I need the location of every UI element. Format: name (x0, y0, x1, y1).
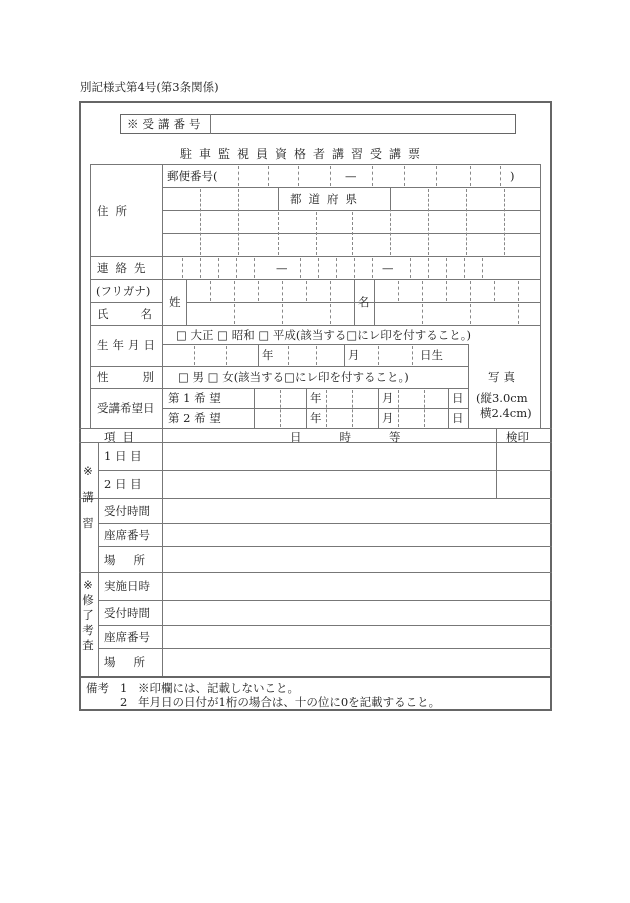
furigana-label: (フリガナ) (96, 284, 151, 298)
sex-options[interactable]: □ 男 □ 女(該当する□にレ印を付すること。) (178, 370, 409, 384)
pref1-year-unit: 年 (310, 391, 322, 405)
course-row-day2: 2 日 目 (104, 477, 142, 491)
notes-label: 備考 (86, 681, 109, 695)
note-1-number: 1 (120, 681, 128, 695)
note-2-number: 2 (120, 695, 128, 709)
col-header-item: 項目 (104, 430, 141, 444)
first-preference-label: 第 1 希 望 (168, 391, 221, 405)
second-preference-label: 第 2 希 望 (168, 411, 221, 425)
exam-row-reception: 受付時間 (104, 606, 150, 620)
pref2-day-unit: 日 (452, 411, 464, 425)
pref2-month-unit: 月 (382, 411, 394, 425)
given-name-label: 名 (358, 295, 370, 309)
postal-dash: — (345, 169, 357, 183)
photo-size-width: 横2.4cm) (480, 406, 532, 420)
col-header-seal: 検印 (506, 430, 529, 444)
course-row-place: 場所 (104, 553, 163, 567)
sex-label: 性別 (97, 370, 188, 384)
birth-year-unit: 年 (262, 348, 274, 362)
note-1-text: ※印欄には、記載しないこと。 (138, 681, 299, 695)
photo-label: 写真 (488, 370, 519, 384)
exam-number-label: ※受講番号 (127, 117, 205, 131)
photo-size-height: (縦3.0cm (476, 391, 528, 405)
birth-day-unit: 日生 (420, 348, 443, 362)
course-row-reception: 受付時間 (104, 504, 150, 518)
exam-row-seat: 座席番号 (104, 630, 150, 644)
contact-dash-2: — (382, 261, 394, 275)
exam-row-datetime: 実施日時 (104, 579, 150, 593)
postal-suffix: ) (510, 169, 515, 183)
course-group-label: ※ 講 習 (82, 464, 94, 530)
pref2-year-unit: 年 (310, 411, 322, 425)
preferred-date-label: 受講希望日 (97, 401, 155, 415)
prefecture-label: 都道府県 (290, 192, 364, 206)
course-row-day1: 1 日 目 (104, 449, 142, 463)
course-row-seat: 座席番号 (104, 528, 150, 542)
name-label: 氏名 (97, 307, 184, 321)
exam-group-label: ※ 修 了 考 査 (82, 578, 94, 652)
address-municipality-field[interactable] (166, 192, 276, 206)
exam-row-place: 場所 (104, 655, 163, 669)
birth-month-unit: 月 (348, 348, 360, 362)
pref1-month-unit: 月 (382, 391, 394, 405)
address-label: 住所 (97, 204, 134, 218)
col-header-datetime: 日時等 (290, 430, 439, 444)
postal-prefix: 郵便番号( (167, 169, 218, 183)
exam-number-field[interactable] (216, 117, 511, 131)
address-line-field[interactable] (166, 214, 536, 228)
contact-label: 連絡先 (97, 261, 153, 275)
contact-dash-1: — (276, 261, 288, 275)
note-2-text: 年月日の日付が1桁の場合は、十の位に0を記載すること。 (138, 695, 441, 709)
address-line-field-2[interactable] (166, 237, 536, 251)
surname-label: 姓 (169, 295, 181, 309)
pref1-day-unit: 日 (452, 391, 464, 405)
birthdate-label: 生年月日 (97, 338, 159, 352)
page-title: 駐車監視員資格者講習受講票 (180, 147, 428, 161)
era-options[interactable]: □ 大正 □ 昭和 □ 平成(該当する□にレ印を付すること。) (176, 328, 471, 342)
form-label: 別記様式第4号(第3条関係) (80, 80, 219, 94)
